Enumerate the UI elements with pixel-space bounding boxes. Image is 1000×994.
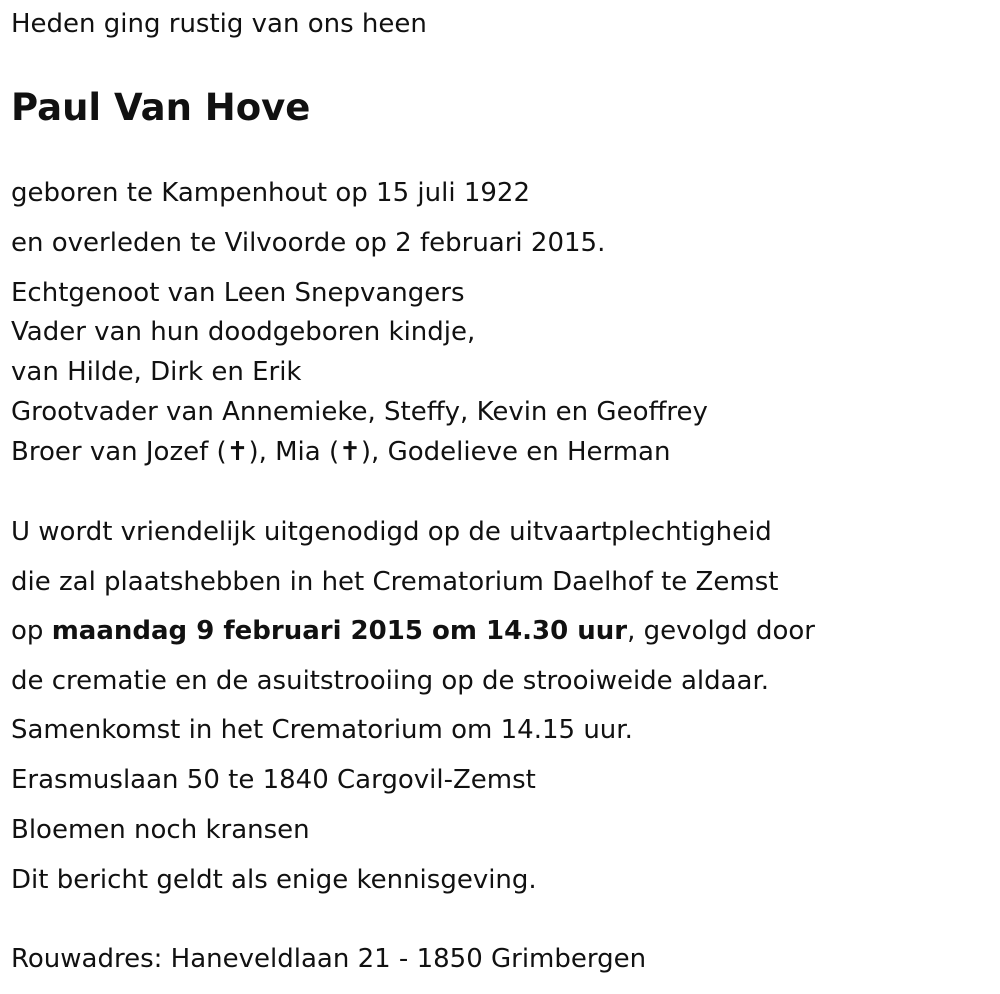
invitation-line: Dit bericht geldt als enige kennisgeving.: [11, 865, 537, 895]
invitation-line: de crematie en de asuitstrooiing op de strooiweide aldaar.: [11, 666, 770, 696]
death-line: en overleden te Vilvoorde op 2 februari 2015.: [11, 228, 606, 258]
service-datetime: maandag 9 februari 2015 om 14.30 uur: [51, 616, 628, 646]
relation-line: van Hilde, Dirk en Erik: [11, 357, 302, 387]
intro-text: Heden ging rustig van ons heen: [11, 9, 427, 39]
invitation-line: Erasmuslaan 50 te 1840 Cargovil-Zemst: [11, 765, 536, 795]
relation-line: Vader van hun doodgeboren kindje,: [11, 317, 476, 347]
invitation-line: Samenkomst in het Crematorium om 14.15 uur.: [11, 715, 633, 745]
service-suffix: , gevolgd door: [627, 616, 815, 646]
invitation-line: U wordt vriendelijk uitgenodigd op de uitvaartplechtigheid: [11, 517, 772, 547]
mourning-address: Rouwadres: Haneveldlaan 21 - 1850 Grimbergen: [11, 944, 647, 974]
invitation-line: Bloemen noch kransen: [11, 815, 310, 845]
relation-line: Echtgenoot van Leen Snepvangers: [11, 278, 465, 308]
service-datetime-line: [11, 615, 815, 647]
relation-line: Grootvader van Annemieke, Steffy, Kevin en Geoffrey: [11, 397, 708, 427]
birth-line: geboren te Kampenhout op 15 juli 1922: [11, 178, 530, 208]
deceased-name: Paul Van Hove: [11, 86, 311, 129]
invitation-line: die zal plaatshebben in het Crematorium Daelhof te Zemst: [11, 567, 779, 597]
relation-line: Broer van Jozef (✝), Mia (✝), Godelieve en Herman: [11, 437, 671, 467]
service-prefix: op: [11, 616, 52, 646]
